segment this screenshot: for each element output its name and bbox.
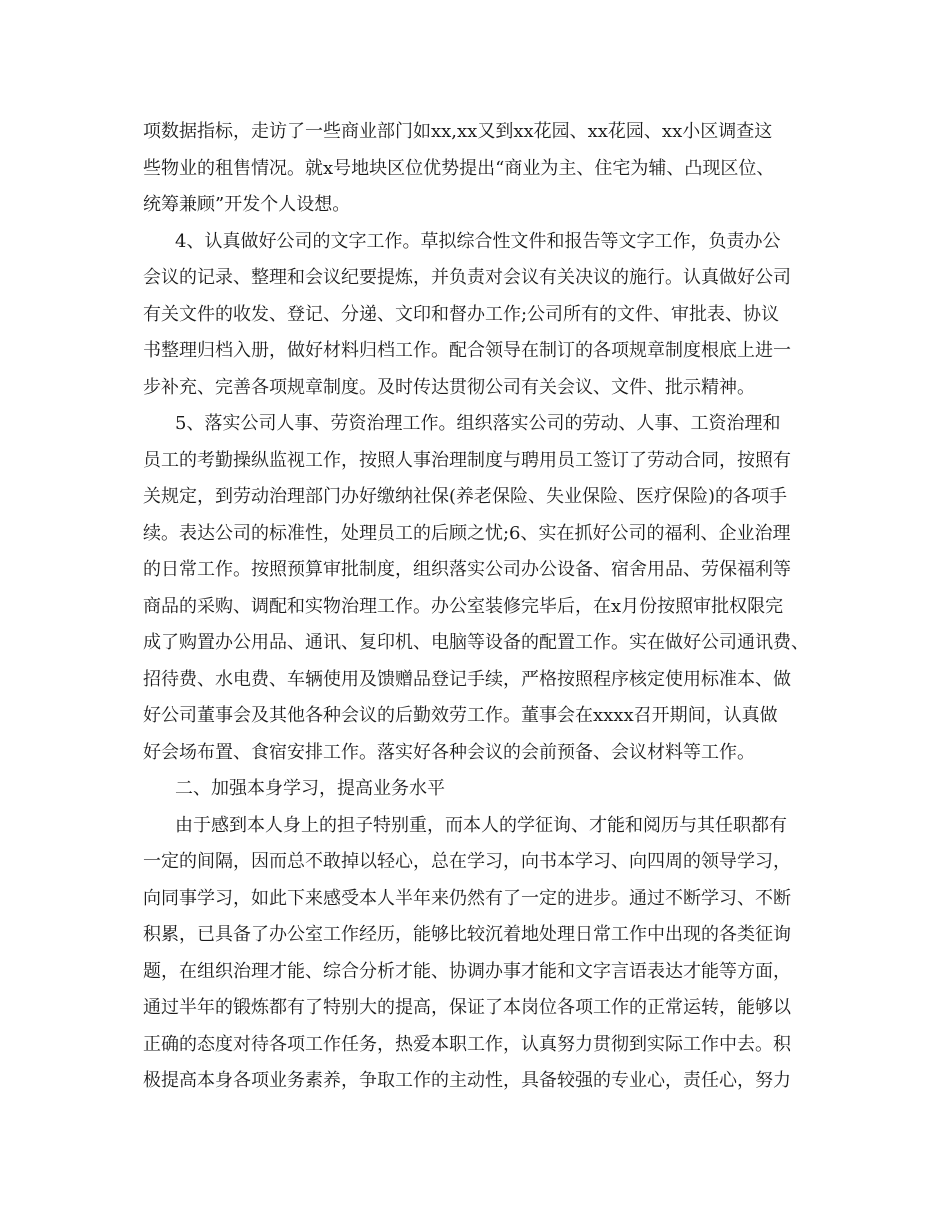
text-line: 5、落实公司人事、劳资治理工作。组织落实公司的劳动、人事、工资治理和 [175, 413, 781, 434]
text-line: 通过半年的锻炼都有了特别大的提高，保证了本岗位各项工作的正常运转，能够以 [143, 997, 791, 1018]
text-line: 步补充、完善各项规章制度。及时传达贯彻公司有关会议、文件、批示精神。 [143, 376, 755, 398]
text-line: 续。表达公司的标准性，处理员工的后顾之忧;6、实在抓好公司的福利、企业治理 [143, 522, 791, 544]
text-line: 4、认真做好公司的文字工作。草拟综合性文件和报告等文字工作，负责办公 [175, 230, 781, 252]
text-line: 关规定，到劳动治理部门办好缴纳社保(养老保险、失业保险、医疗保险)的各项手 [143, 486, 788, 507]
text-line: 项数据指标，走访了一些商业部门如xx,xx又到xx花园、xx花园、xx小区调查这 [143, 121, 773, 142]
text-line: 二、加强本身学习，提高业务水平 [175, 778, 445, 799]
document-body [143, 114, 823, 1100]
text-line: 成了购置办公用品、通讯、复印机、电脑等设备的配置工作。实在做好公司通讯费、 [143, 632, 809, 653]
text-line: 好公司董事会及其他各种会议的后勤效劳工作。董事会在xxxx召开期间，认真做 [143, 705, 778, 726]
text-line: 书整理归档入册，做好材料归档工作。配合领导在制订的各项规章制度根底上进一 [143, 340, 791, 361]
text-line: 的日常工作。按照预算审批制度，组织落实公司办公设备、宿舍用品、劳保福利等 [143, 559, 791, 580]
text-line: 极提高本身各项业务素养，争取工作的主动性，具备较强的专业心，责任心，努力 [143, 1070, 791, 1091]
text-line: 由于感到本人身上的担子特别重，而本人的学征询、才能和阅历与其任职都有 [175, 814, 787, 836]
text-line: 些物业的租售情况。就x号地块区位优势提出“商业为主、住宅为辅、凸现区位、 [143, 157, 775, 179]
text-line: 正确的态度对待各项工作任务，热爱本职工作，认真努力贯彻到实际工作中去。积 [143, 1033, 791, 1055]
text-line: 有关文件的收发、登记、分递、文印和督办工作;公司所有的文件、审批表、协议 [143, 303, 780, 325]
text-line: 会议的记录、整理和会议纪要提炼，并负责对会议有关决议的施行。认真做好公司 [143, 267, 791, 288]
text-line: 好会场布置、食宿安排工作。落实好各种会议的会前预备、会议材料等工作。 [143, 741, 755, 763]
text-line: 积累，已具备了办公室工作经历，能够比较沉着地处理日常工作中出现的各类征询 [143, 924, 791, 945]
text-line: 招待费、水电费、车辆使用及馈赠品登记手续，严格按照程序核定使用标准本、做 [143, 668, 791, 690]
text-line: 商品的采购、调配和实物治理工作。办公室装修完毕后，在x月份按照审批权限完 [143, 595, 784, 617]
text-line: 向同事学习，如此下来感受本人半年来仍然有了一定的进步。通过不断学习、不断 [143, 887, 791, 909]
text-line: 统筹兼顾”开发个人设想。 [143, 194, 351, 215]
text-line: 员工的考勤操纵监视工作，按照人事治理制度与聘用员工签订了劳动合同，按照有 [143, 449, 791, 471]
text-line: 题，在组织治理才能、综合分析才能、协调办事才能和文字言语表达才能等方面， [143, 960, 791, 982]
text-line: 一定的间隔，因而总不敢掉以轻心，总在学习，向书本学习、向四周的领导学习， [143, 851, 791, 872]
